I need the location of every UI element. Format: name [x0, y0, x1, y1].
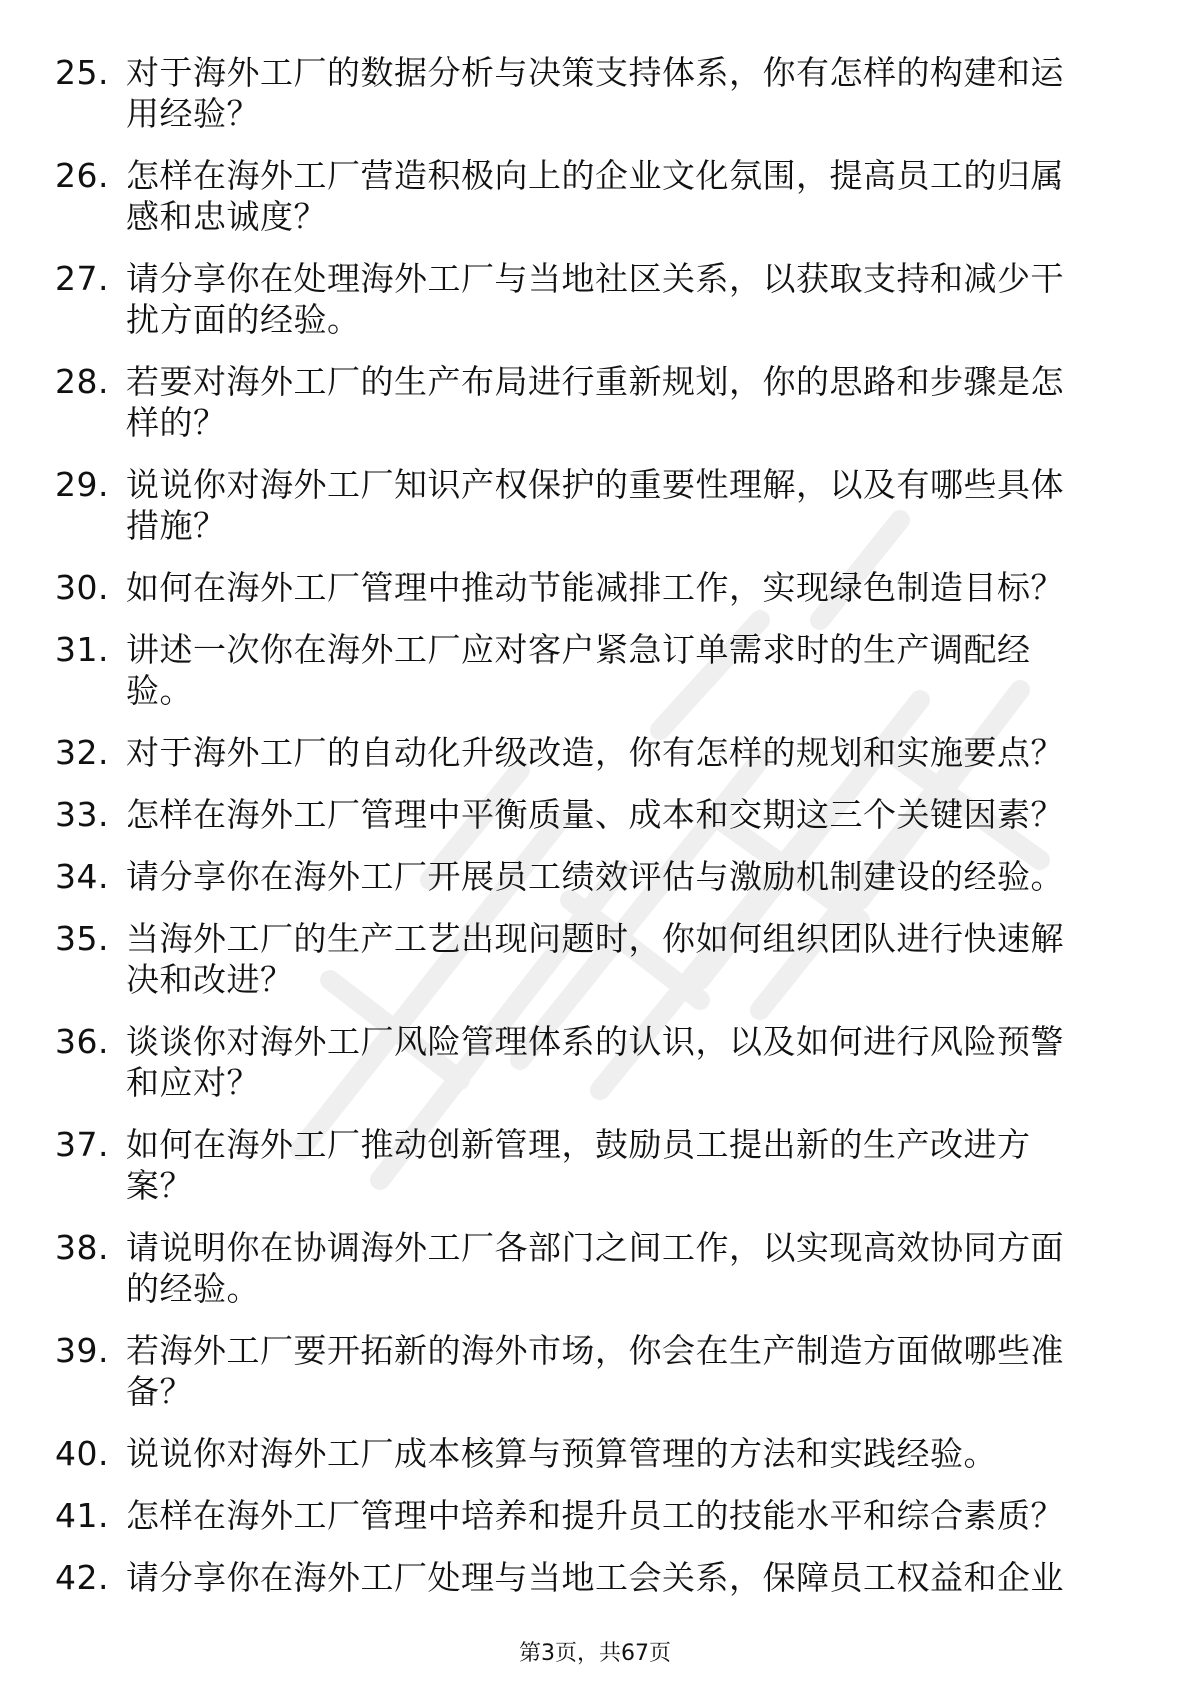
question-number: 26. — [55, 156, 109, 195]
question-text: 谈谈你对海外工厂风险管理体系的认识，以及如何进行风险预警和应对？ — [126, 1022, 1064, 1102]
question-number: 41. — [55, 1496, 109, 1535]
question-number: 33. — [55, 795, 109, 834]
question-text: 怎样在海外工厂营造积极向上的企业文化氛围，提高员工的归属感和忠诚度？ — [126, 156, 1064, 236]
question-text: 说说你对海外工厂知识产权保护的重要性理解，以及有哪些具体措施？ — [126, 465, 1064, 545]
question-number: 38. — [55, 1228, 109, 1267]
question-text: 怎样在海外工厂管理中培养和提升员工的技能水平和综合素质？ — [126, 1496, 1064, 1535]
question-item — [0, 1227, 1190, 1309]
question-item — [0, 52, 1190, 134]
question-item — [0, 732, 1190, 773]
question-number: 27. — [55, 259, 109, 298]
question-text: 请分享你在海外工厂处理与当地工会关系，保障员工权益和企业 — [126, 1558, 1064, 1597]
page-footer — [0, 1636, 1190, 1667]
question-number: 42. — [55, 1558, 109, 1597]
question-list — [0, 52, 1190, 1619]
question-number: 31. — [55, 630, 109, 669]
question-text: 如何在海外工厂推动创新管理，鼓励员工提出新的生产改进方案？ — [126, 1125, 1031, 1205]
question-item — [0, 1557, 1190, 1598]
question-number: 36. — [55, 1022, 109, 1061]
question-text: 说说你对海外工厂成本核算与预算管理的方法和实践经验。 — [126, 1434, 997, 1473]
question-number: 30. — [55, 568, 109, 607]
question-number: 32. — [55, 733, 109, 772]
question-text: 请分享你在处理海外工厂与当地社区关系，以获取支持和减少干扰方面的经验。 — [126, 259, 1064, 339]
question-item — [0, 794, 1190, 835]
question-text: 讲述一次你在海外工厂应对客户紧急订单需求时的生产调配经验。 — [126, 630, 1031, 710]
question-number: 29. — [55, 465, 109, 504]
question-text: 对于海外工厂的数据分析与决策支持体系，你有怎样的构建和运用经验？ — [126, 53, 1064, 133]
question-item — [0, 567, 1190, 608]
question-item — [0, 918, 1190, 1000]
question-item — [0, 464, 1190, 546]
question-item — [0, 856, 1190, 897]
question-item — [0, 1495, 1190, 1536]
question-number: 28. — [55, 362, 109, 401]
question-item — [0, 155, 1190, 237]
question-item — [0, 361, 1190, 443]
question-item — [0, 258, 1190, 340]
question-text: 怎样在海外工厂管理中平衡质量、成本和交期这三个关键因素？ — [126, 795, 1064, 834]
question-text: 若海外工厂要开拓新的海外市场，你会在生产制造方面做哪些准备？ — [126, 1331, 1064, 1411]
question-text: 若要对海外工厂的生产布局进行重新规划，你的思路和步骤是怎样的？ — [126, 362, 1064, 442]
question-text: 请说明你在协调海外工厂各部门之间工作，以实现高效协同方面的经验。 — [126, 1228, 1064, 1308]
question-text: 如何在海外工厂管理中推动节能减排工作，实现绿色制造目标？ — [126, 568, 1064, 607]
question-text: 对于海外工厂的自动化升级改造，你有怎样的规划和实施要点？ — [126, 733, 1064, 772]
question-item — [0, 1433, 1190, 1474]
question-number: 37. — [55, 1125, 109, 1164]
question-item — [0, 629, 1190, 711]
question-item — [0, 1330, 1190, 1412]
question-number: 40. — [55, 1434, 109, 1473]
question-number: 35. — [55, 919, 109, 958]
question-number: 34. — [55, 857, 109, 896]
question-text: 请分享你在海外工厂开展员工绩效评估与激励机制建设的经验。 — [126, 857, 1064, 896]
question-item — [0, 1021, 1190, 1103]
question-number: 25. — [55, 53, 109, 92]
question-text: 当海外工厂的生产工艺出现问题时，你如何组织团队进行快速解决和改进？ — [126, 919, 1064, 999]
page-number-label: 第3页，共67页 — [519, 1641, 671, 1666]
question-number: 39. — [55, 1331, 109, 1370]
question-item — [0, 1124, 1190, 1206]
